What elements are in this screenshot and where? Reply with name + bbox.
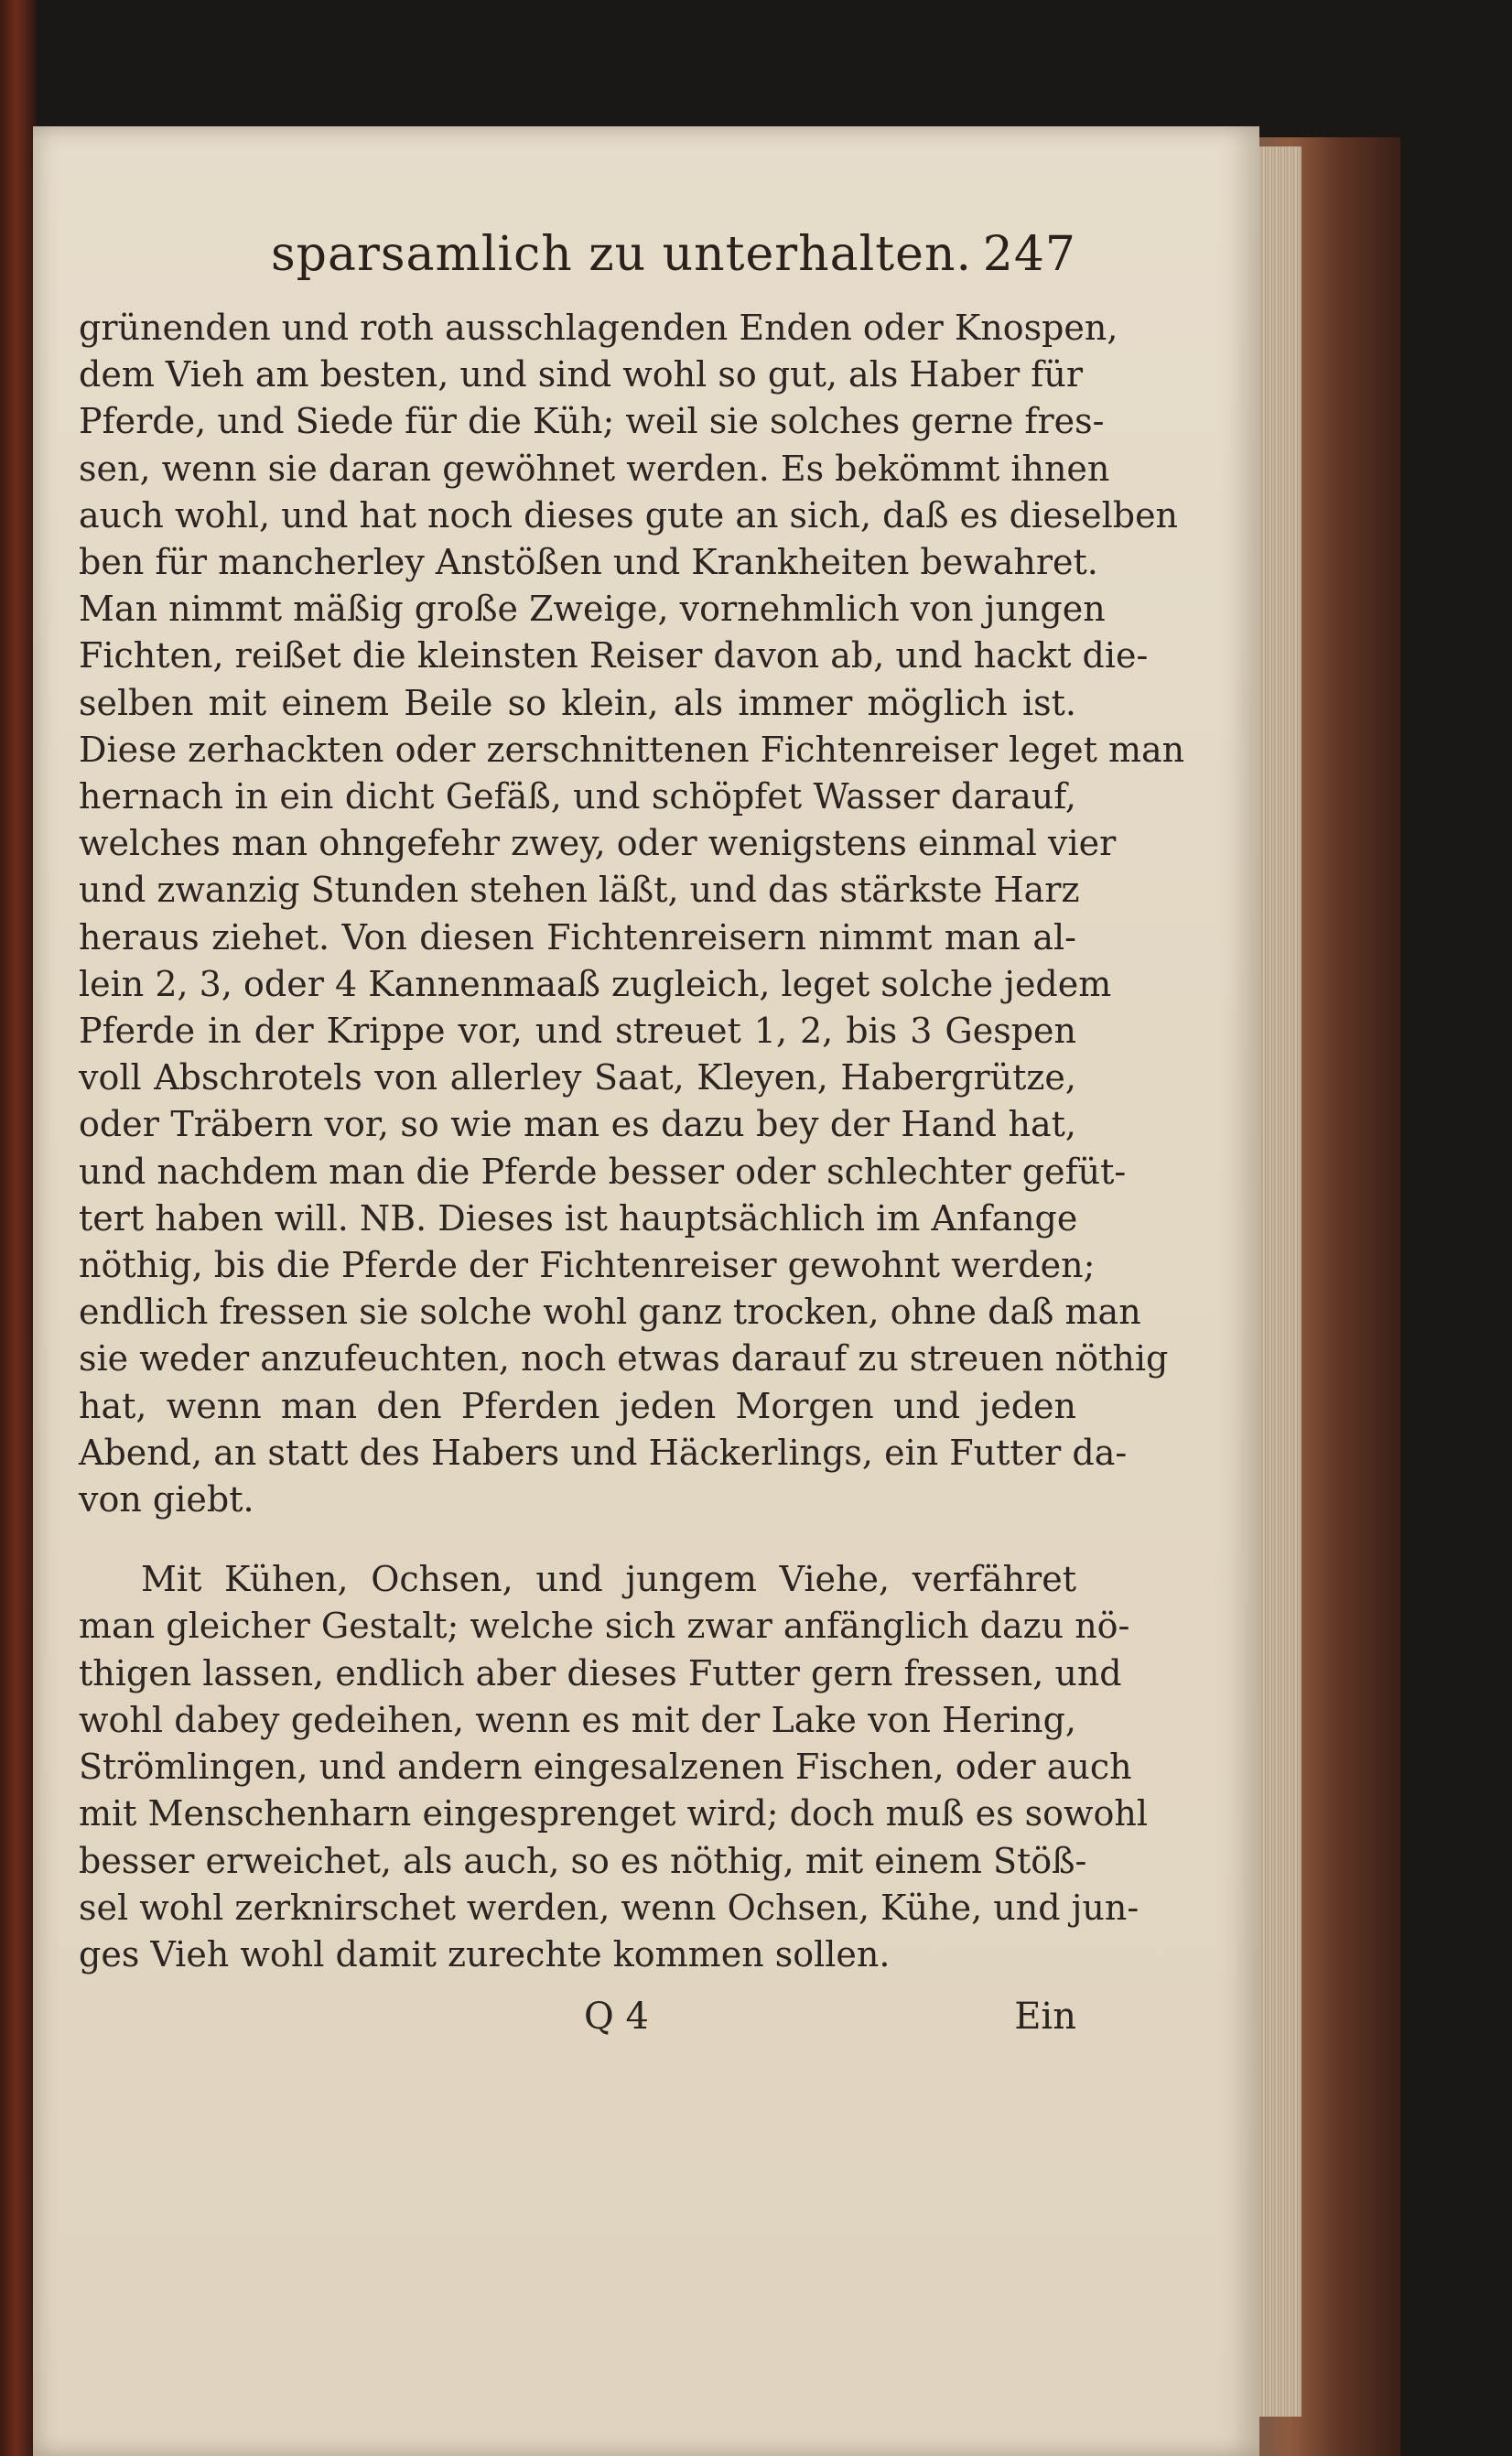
text-line: Man nimmt mäßig große Zweige, vornehmlich von jungen: [79, 589, 1106, 630]
text-line: welches man ohngefehr zwey, oder wenigstens einmal vier: [79, 823, 1117, 864]
text-line: Diese zerhackten oder zerschnittenen Fichtenreiser leget man: [79, 729, 1185, 770]
text-line: Fichten, reißet die kleinsten Reiser davon ab, und hackt die-: [79, 635, 1149, 676]
text-line: selben mit einem Beile so klein, als immer möglich ist.: [79, 682, 1076, 723]
text-line: wohl dabey gedeihen, wenn es mit der Lake von Hering,: [79, 1699, 1076, 1740]
text-line: ben für mancherley Anstößen und Krankheiten bewahret.: [79, 542, 1098, 583]
text-line: sen, wenn sie daran gewöhnet werden. Es bekömmt ihnen: [79, 448, 1110, 489]
text-line: voll Abschrotels von allerley Saat, Kleyen, Habergrütze,: [79, 1057, 1076, 1098]
text-line: grünenden und roth ausschlagenden Enden oder Knospen,: [79, 308, 1118, 348]
paragraph-gap: [79, 1523, 1076, 1556]
running-head-title: sparsamlich zu unterhalten.: [271, 227, 972, 282]
paragraph: [79, 305, 1185, 1523]
text-line: sel wohl zerknirschet werden, wenn Ochsen, Kühe, und jun-: [79, 1887, 1139, 1928]
text-line: hernach in ein dicht Gefäß, und schöpfet Wasser darauf,: [79, 776, 1076, 817]
running-head: [271, 227, 1076, 291]
text-line: nöthig, bis die Pferde der Fichtenreiser gewohnt werden;: [79, 1245, 1096, 1286]
text-line: besser erweichet, als auch, so es nöthig, mit einem Stöß-: [79, 1840, 1087, 1881]
page-number: 247: [982, 227, 1076, 282]
text-line: endlich fressen sie solche wohl ganz trocken, ohne daß man: [79, 1292, 1141, 1333]
text-line: mit Menschenharn eingesprenget wird; doch muß es sowohl: [79, 1793, 1149, 1834]
text-line: Abend, an statt des Habers und Häckerlings, ein Futter da-: [79, 1432, 1128, 1473]
text-line: heraus ziehet. Von diesen Fichtenreisern nimmt man al-: [79, 916, 1076, 958]
signature-mark: Q 4: [584, 1996, 649, 2038]
book-cover-left: [0, 0, 37, 2456]
text-line: thigen lassen, endlich aber dieses Futter gern fressen, und: [79, 1652, 1122, 1693]
text-line: Strömlingen, und andern eingesalzenen Fischen, oder auch: [79, 1747, 1132, 1788]
text-line: von giebt.: [79, 1479, 254, 1520]
text-line: Mit Kühen, Ochsen, und jungem Viehe, verfähret: [141, 1559, 1076, 1600]
text-line: und nachdem man die Pferde besser oder schlechter gefüt-: [79, 1151, 1127, 1192]
text-line: und zwanzig Stunden stehen läßt, und das stärkste Harz: [79, 870, 1080, 911]
text-line: dem Vieh am besten, und sind wohl so gut, als Haber für: [79, 354, 1083, 395]
text-line: lein 2, 3, oder 4 Kannenmaaß zugleich, leget solche jedem: [79, 963, 1112, 1004]
catchword: Ein: [1014, 1996, 1076, 2038]
page-footer: [79, 1996, 1076, 2050]
text-line: oder Träbern vor, so wie man es dazu bey der Hand hat,: [79, 1104, 1076, 1145]
text-line: hat, wenn man den Pferden jeden Morgen und jeden: [79, 1385, 1076, 1426]
text-line: Pferde, und Siede für die Küh; weil sie solches gerne fres-: [79, 401, 1105, 442]
text-line: man gleicher Gestalt; welche sich zwar anfänglich dazu nö-: [79, 1606, 1130, 1647]
text-line: sie weder anzufeuchten, noch etwas darauf zu streuen nöthig: [79, 1338, 1169, 1379]
body-text: [79, 305, 1185, 1978]
text-line: Pferde in der Krippe vor, und streuet 1, 2, bis 3 Gespen: [79, 1011, 1076, 1052]
paragraph: [79, 1556, 1149, 1978]
text-line: auch wohl, und hat noch dieses gute an sich, daß es dieselben: [79, 494, 1179, 536]
text-line: tert haben will. NB. Dieses ist hauptsächlich im Anfange: [79, 1197, 1078, 1239]
text-line: ges Vieh wohl damit zurechte kommen sollen.: [79, 1933, 891, 1975]
